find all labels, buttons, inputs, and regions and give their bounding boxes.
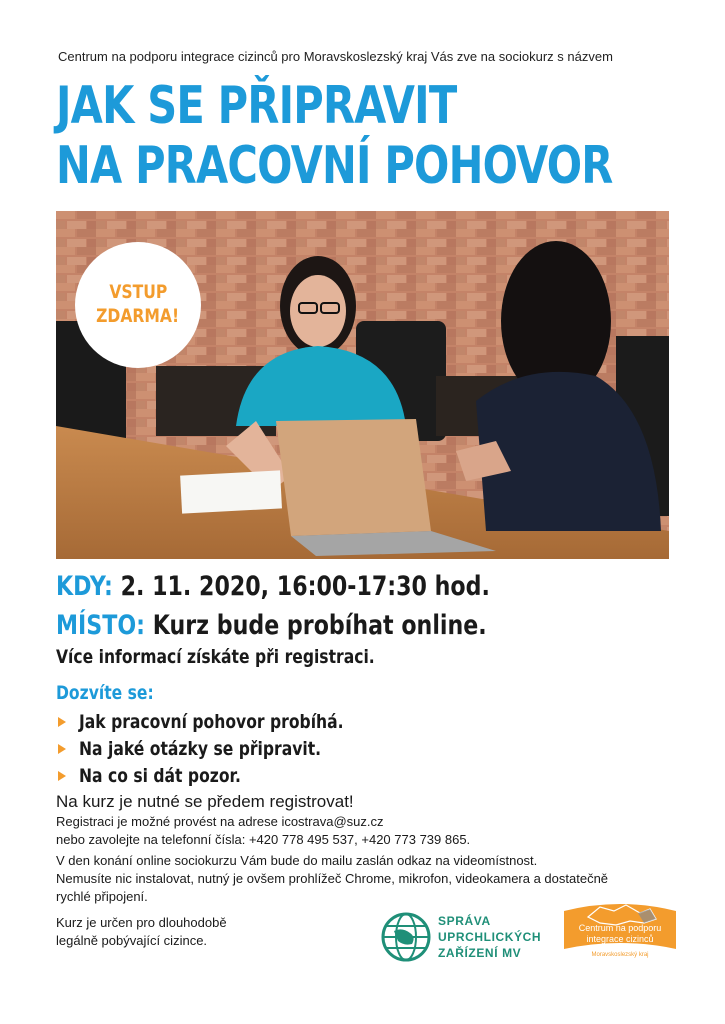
centrum-line-2: integrace cizinců <box>586 934 654 944</box>
place-value: Kurz bude probíhat online. <box>152 610 487 641</box>
online-info <box>56 852 608 906</box>
centrum-region: Moravskoslezský kraj <box>591 952 649 958</box>
triangle-bullet-icon <box>58 744 66 754</box>
online-info-line-1: V den konání online sociokurzu Vám bude do mailu zaslán odkaz na videomístnost. <box>56 853 538 868</box>
headline-line-2: NA PRACOVNÍ POHOVOR <box>56 136 613 196</box>
place-line <box>56 612 487 639</box>
place-label: MÍSTO: <box>56 610 145 641</box>
learn-heading: Dozvíte se: <box>56 682 154 704</box>
more-info: Více informací získáte při registraci. <box>56 646 375 668</box>
suz-line-2: UPRCHLICKÝCH <box>438 930 542 944</box>
when-line <box>56 573 490 600</box>
list-item-text: Na co si dát pozor. <box>79 764 241 787</box>
registration-email-line: Registraci je možné provést na adrese icostrava@suz.cz <box>56 814 384 829</box>
suz-line-3: ZAŘÍZENÍ MV <box>438 946 522 960</box>
online-info-line-2: Nemusíte nic instalovat, nutný je ovšem prohlížeč Chrome, mikrofon, videokamera a dostatečně <box>56 871 609 886</box>
online-info-line-3: rychlé připojení. <box>56 889 148 904</box>
triangle-bullet-icon <box>58 717 66 727</box>
suz-logo-text <box>438 913 541 961</box>
when-label: KDY: <box>56 571 113 602</box>
free-entry-badge <box>75 242 201 368</box>
list-item <box>58 735 402 762</box>
audience-line-2: legálně pobývající cizince. <box>56 933 208 948</box>
audience-line-1: Kurz je určen pro dlouhodobě <box>56 915 227 930</box>
globe-icon <box>380 911 432 963</box>
learn-list <box>58 708 402 789</box>
badge-line-1: VSTUP <box>109 281 167 304</box>
suz-line-1: SPRÁVA <box>438 914 491 928</box>
list-item <box>58 708 402 735</box>
audience-note <box>56 914 227 950</box>
headline-line-1: JAK SE PŘIPRAVIT <box>56 76 457 136</box>
intro-text: Centrum na podporu integrace cizinců pro Moravskoslezský kraj Vás zve na sociokurz s názvem <box>58 49 613 64</box>
badge-line-2: ZDARMA! <box>96 305 180 327</box>
when-value: 2. 11. 2020, 16:00-17:30 hod. <box>120 571 490 602</box>
list-item <box>58 762 402 789</box>
list-item-text: Na jaké otázky se připravit. <box>79 737 322 760</box>
triangle-bullet-icon <box>58 771 66 781</box>
registration-info <box>56 813 470 849</box>
registration-heading: Na kurz je nutné se předem registrovat! <box>56 792 354 811</box>
centrum-line-1: Centrum na podporu <box>578 923 662 933</box>
list-item-text: Jak pracovní pohovor probíhá. <box>79 710 344 733</box>
centrum-logo-text <box>560 923 680 945</box>
centrum-logo <box>560 897 680 967</box>
registration-phone-line: nebo zavolejte na telefonní čísla: +420 778 495 537, +420 773 739 865. <box>56 832 471 847</box>
